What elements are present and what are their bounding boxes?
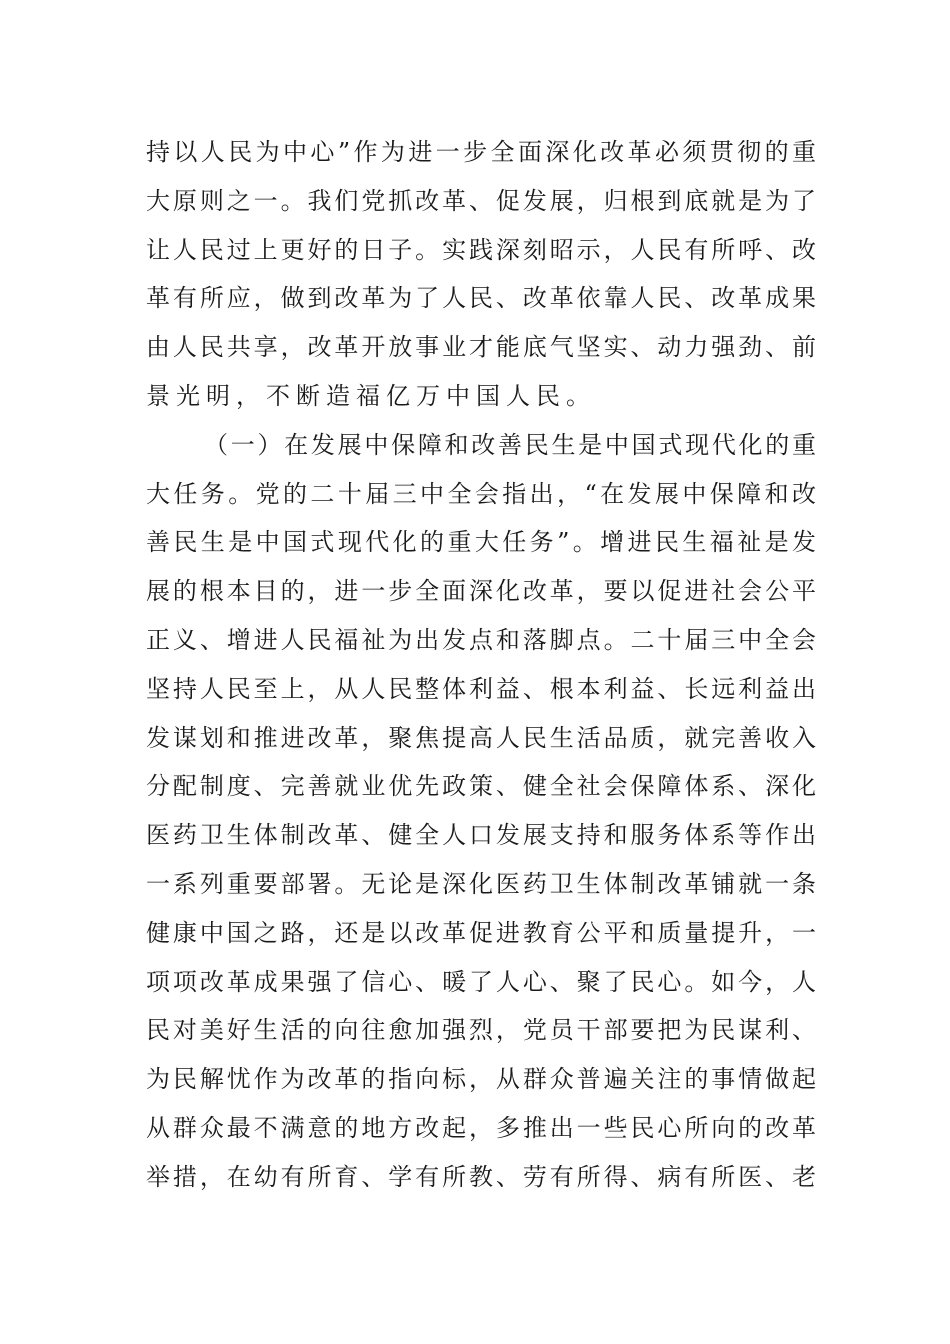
text-line: 项项改革成果强了信心、暖了人心、聚了民心。如今，人 bbox=[146, 967, 816, 996]
text-line: 坚持人民至上，从人民整体利益、根本利益、长远利益出 bbox=[146, 674, 816, 703]
text-line: 由人民共享，改革开放事业才能底气坚实、动力强劲、前 bbox=[146, 333, 816, 362]
text-line: 展的根本目的，进一步全面深化改革，要以促进社会公平 bbox=[146, 577, 816, 606]
text-line: 一系列重要部署。无论是深化医药卫生体制改革铺就一条 bbox=[146, 869, 816, 898]
text-line: 大原则之一。我们党抓改革、促发展，归根到底就是为了 bbox=[146, 186, 816, 215]
text-line: 分配制度、完善就业优先政策、健全社会保障体系、深化 bbox=[146, 772, 816, 801]
text-line: 革有所应，做到改革为了人民、改革依靠人民、改革成果 bbox=[146, 284, 816, 313]
text-line: 善民生是中国式现代化的重大任务”。增进民生福祉是发 bbox=[146, 528, 816, 557]
text-line: 发谋划和推进改革，聚焦提高人民生活品质，就完善收入 bbox=[146, 723, 816, 752]
document-body bbox=[146, 128, 816, 1202]
text-line: 医药卫生体制改革、健全人口发展支持和服务体系等作出 bbox=[146, 821, 816, 850]
text-line: （一）在发展中保障和改善民生是中国式现代化的重 bbox=[204, 430, 816, 459]
text-line: 景光明，不断造福亿万中国人民。 bbox=[146, 381, 596, 410]
text-line: 大任务。党的二十届三中全会指出，“在发展中保障和改 bbox=[146, 479, 816, 508]
text-line: 举措，在幼有所育、学有所教、劳有所得、病有所医、老 bbox=[146, 1162, 816, 1191]
text-line: 持以人民为中心”作为进一步全面深化改革必须贯彻的重 bbox=[146, 138, 816, 166]
paragraph-2 bbox=[146, 421, 816, 1202]
text-line: 让人民过上更好的日子。实践深刻昭示，人民有所呼、改 bbox=[146, 235, 816, 264]
paragraph-1 bbox=[146, 128, 816, 421]
text-line: 正义、增进人民福祉为出发点和落脚点。二十届三中全会 bbox=[146, 625, 816, 654]
text-line: 民对美好生活的向往愈加强烈，党员干部要把为民谋利、 bbox=[146, 1016, 816, 1045]
text-line: 健康中国之路，还是以改革促进教育公平和质量提升，一 bbox=[146, 918, 816, 947]
text-line: 为民解忧作为改革的指向标，从群众普遍关注的事情做起 bbox=[146, 1065, 816, 1094]
text-line: 从群众最不满意的地方改起，多推出一些民心所向的改革 bbox=[146, 1113, 816, 1142]
